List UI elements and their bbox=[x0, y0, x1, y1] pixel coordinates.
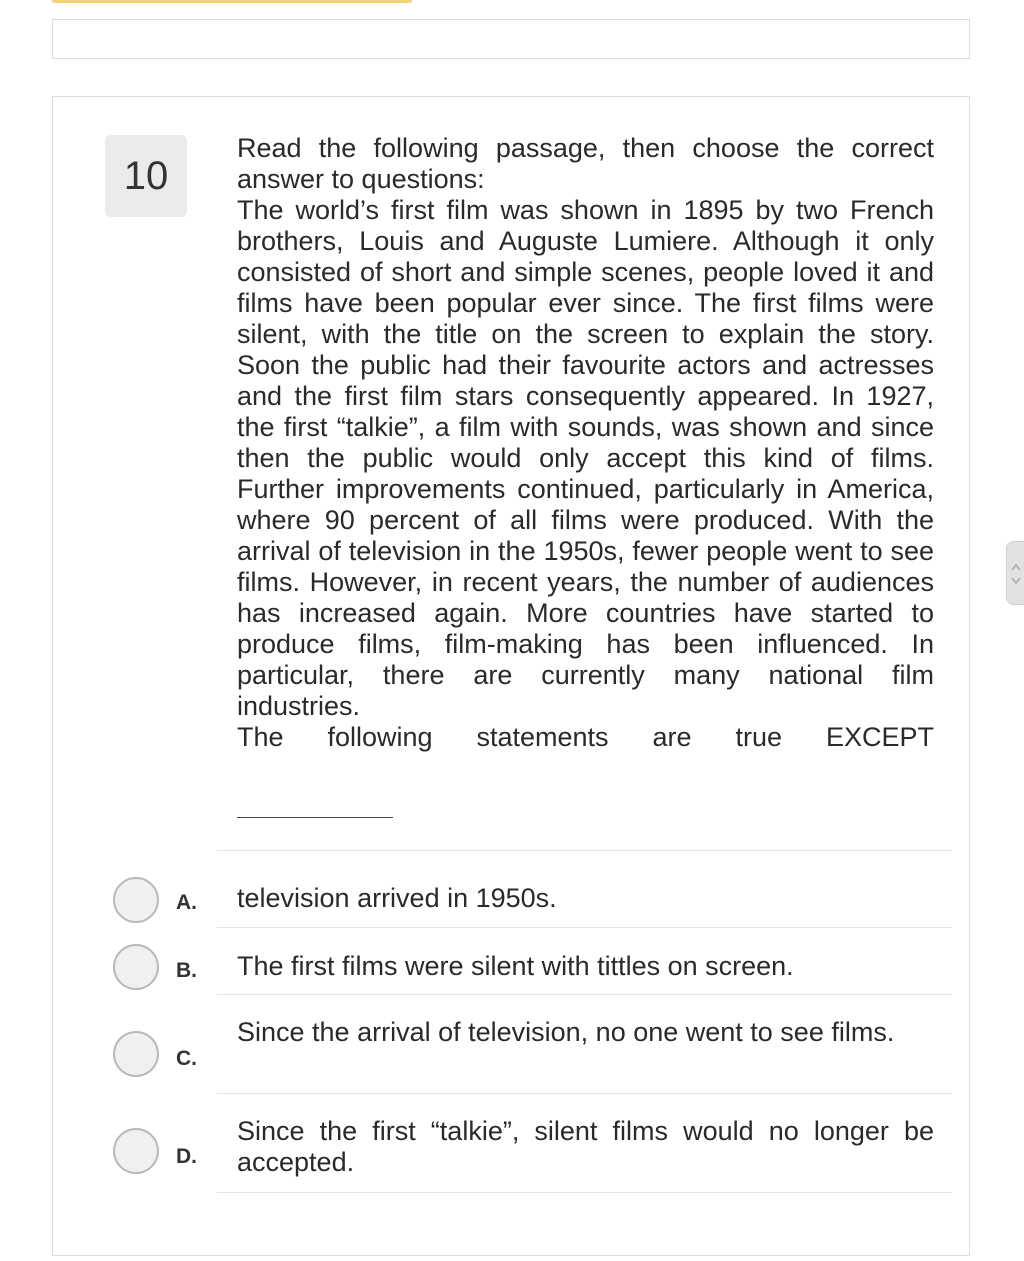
passage-text: The world’s first film was shown in 1895 by two French brothers, Louis and Auguste Lumiere. Although it only consisted of short and simple scenes, people loved it and films have been popular ever since. The first films were silent, with the title on the screen to explain the story. Soon the public had their favourite actors and actresses and the first film stars consequently appeared. In 1927, the first “talkie”, a film with sounds, was shown and since then the public would only accept this kind of films. Further improvements continued, particularly in America, where 90 percent of all films were produced. With the arrival of television in the 1950s, fewer people went to see films. However, in recent years, the number of audiences has increased again. More countries have started to produce films, film-making has been influenced. In particular, there are currently many national film industries. bbox=[237, 195, 934, 721]
scroll-arrows-icon bbox=[1010, 562, 1022, 586]
option-a-radio[interactable] bbox=[113, 877, 159, 923]
option-c-letter: C. bbox=[176, 1047, 197, 1070]
question-number-badge: 10 bbox=[105, 135, 187, 217]
question-instruction: Read the following passage, then choose the correct answer to questions: bbox=[237, 133, 934, 194]
option-d-radio[interactable] bbox=[113, 1128, 159, 1174]
previous-card-bottom bbox=[52, 19, 970, 59]
option-a-letter: A. bbox=[176, 891, 197, 914]
question-passage bbox=[237, 133, 934, 753]
scroll-handle[interactable] bbox=[1006, 541, 1024, 605]
option-c-radio[interactable] bbox=[113, 1031, 159, 1077]
option-a-text: television arrived in 1950s. bbox=[237, 883, 557, 913]
option-a[interactable] bbox=[53, 851, 969, 927]
option-b-text: The first films were silent with tittles on screen. bbox=[237, 951, 794, 981]
option-c-text: Since the arrival of television, no one went to see films. bbox=[237, 1017, 895, 1047]
option-d[interactable] bbox=[53, 1094, 969, 1192]
option-b-letter: B. bbox=[176, 959, 197, 982]
option-b-radio[interactable] bbox=[113, 944, 159, 990]
option-d-text: Since the first “talkie”, silent films would no longer be accepted. bbox=[237, 1116, 934, 1177]
option-c[interactable] bbox=[53, 995, 969, 1093]
answer-blank bbox=[237, 817, 393, 818]
option-divider bbox=[217, 1192, 952, 1193]
question-prompt: The following statements are true EXCEPT bbox=[237, 722, 934, 752]
option-b[interactable] bbox=[53, 928, 969, 994]
top-accent-strip bbox=[52, 0, 412, 3]
question-card bbox=[52, 96, 970, 1256]
option-d-letter: D. bbox=[176, 1145, 197, 1168]
